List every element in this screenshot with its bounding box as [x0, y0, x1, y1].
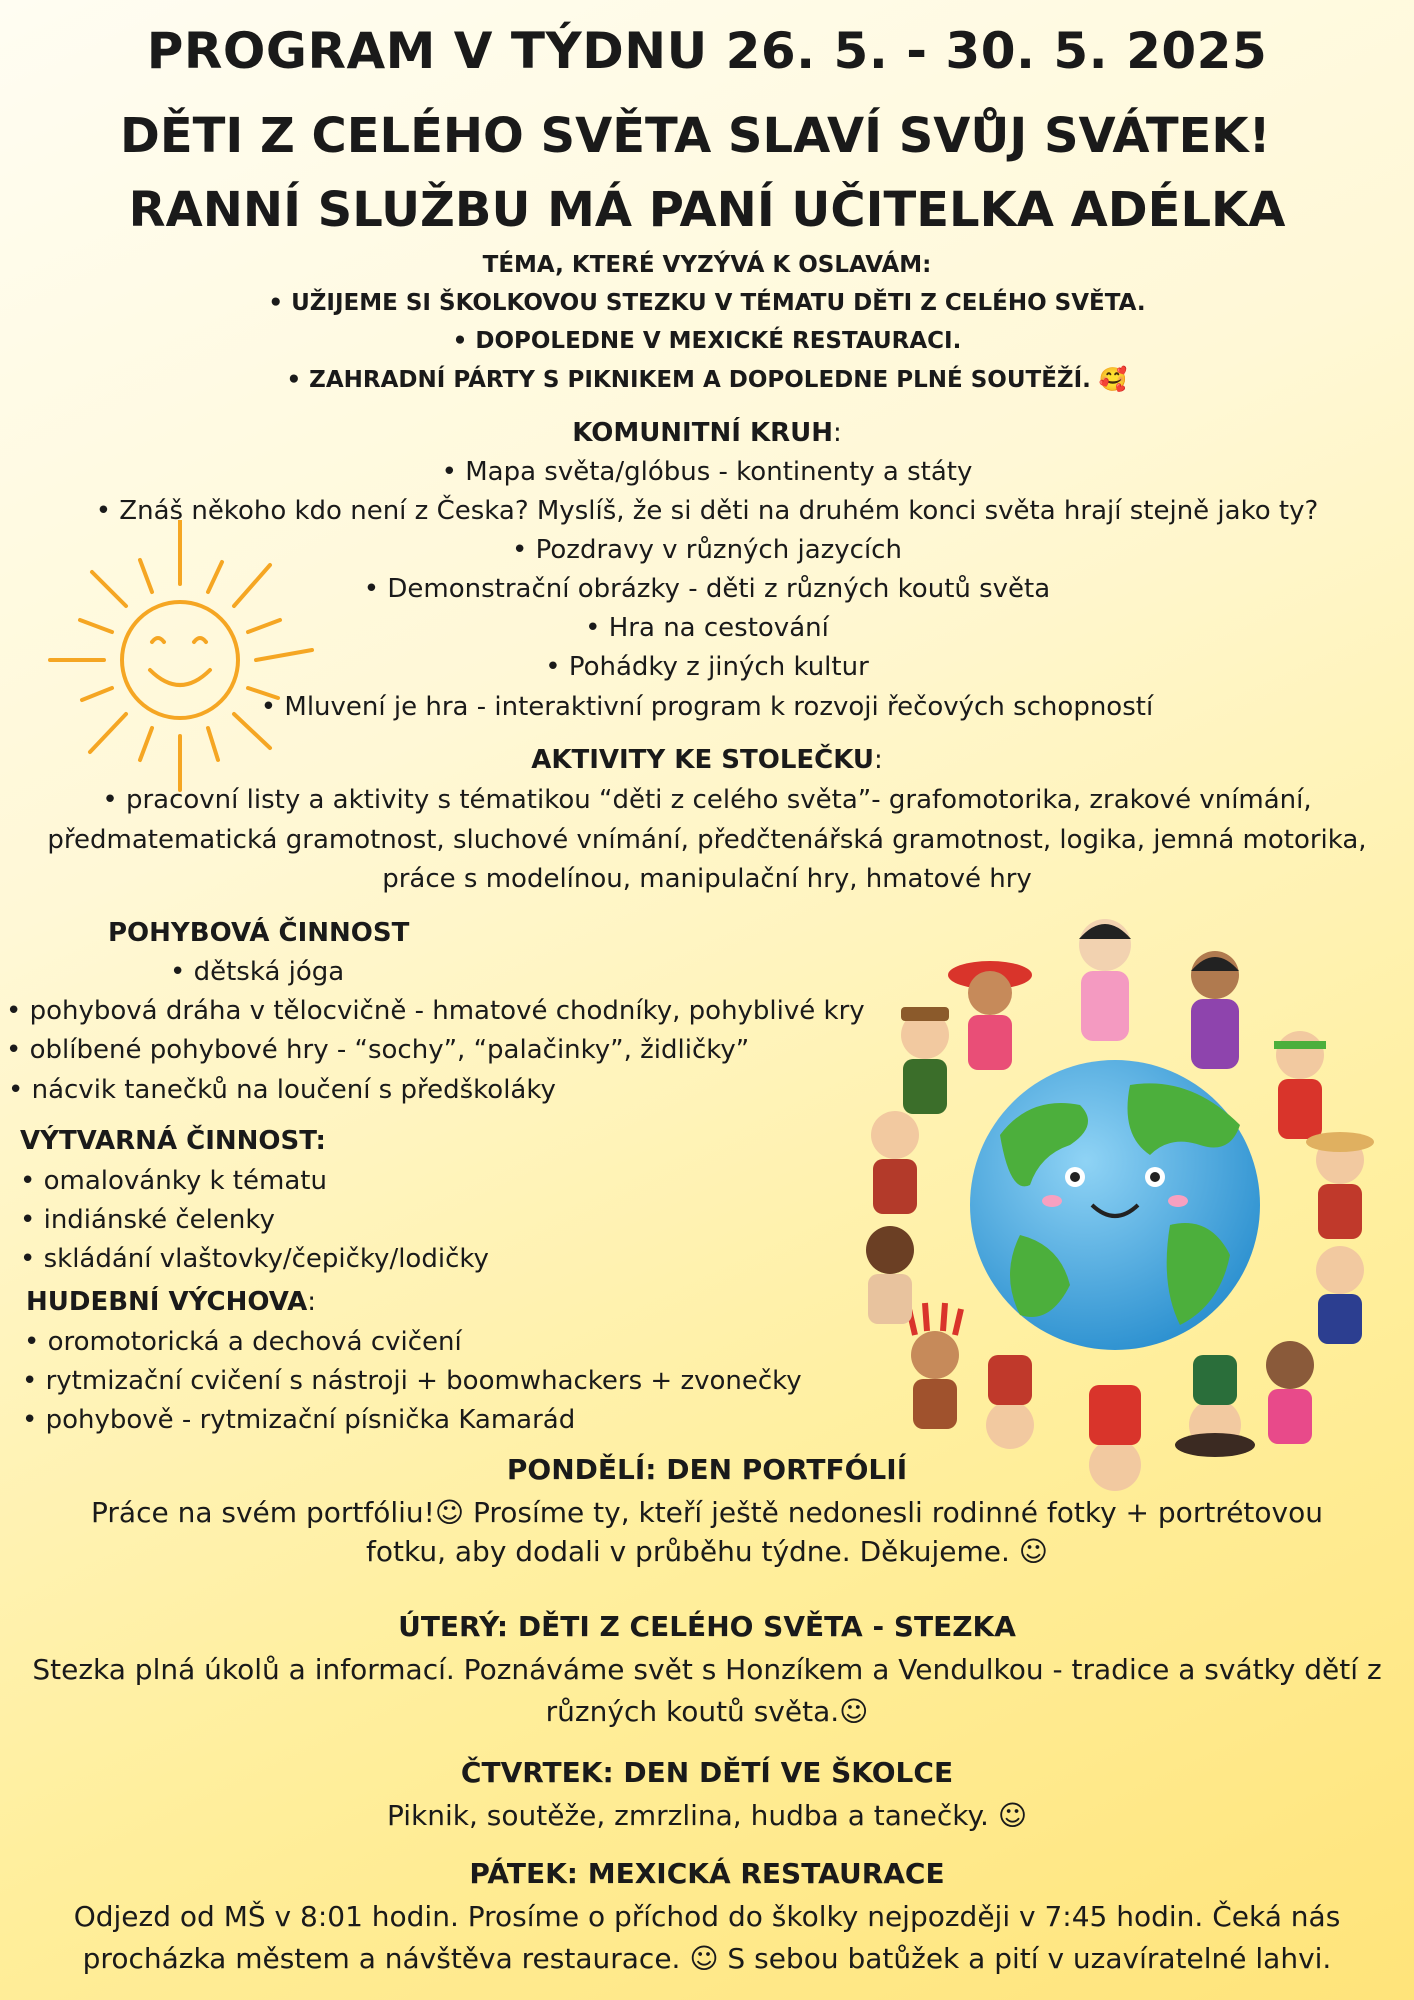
page-subtitle: DĚTI Z CELÉHO SVĚTA SLAVÍ SVŮJ SVÁTEK!	[120, 108, 1271, 164]
day-heading-tuesday: ÚTERÝ: DĚTI Z CELÉHO SVĚTA - STEZKA	[398, 1610, 1016, 1643]
vytvarna-item: • omalovánky k tématu	[20, 1166, 327, 1196]
stolecek-heading: AKTIVITY KE STOLEČKU:	[531, 745, 883, 775]
kruh-heading: KOMUNITNÍ KRUH:	[572, 418, 842, 448]
stolecek-line: • pracovní listy a aktivity s tématikou “děti z celého světa”- grafomotorika, zrakové vnímání,	[102, 785, 1312, 815]
kruh-item: • Mluvení je hra - interaktivní program k rozvoji řečových schopností	[260, 692, 1154, 722]
vytvarna-heading: VÝTVARNÁ ČINNOST:	[20, 1126, 326, 1156]
day-line: procházka městem a návštěva restaurace. ☺ S sebou batůžek a pití v uzavíratelné lahvi.	[82, 1942, 1332, 1975]
globe-children-illustration	[830, 905, 1400, 1505]
day-line: Stezka plná úkolů a informací. Poznáváme svět s Honzíkem a Vendulkou - tradice a svátky dětí z	[32, 1653, 1382, 1686]
kruh-item: • Pohádky z jiných kultur	[545, 652, 869, 682]
kruh-item: • Znáš někoho kdo není z Česka? Myslíš, že si děti na druhém konci světa hrají stejně jako ty?	[95, 496, 1319, 526]
pohyb-heading: POHYBOVÁ ČINNOST	[108, 918, 410, 948]
day-heading-thursday: ČTVRTEK: DEN DĚTÍ VE ŠKOLCE	[460, 1756, 954, 1789]
stolecek-line: předmatematická gramotnost, sluchové vnímání, předčtenářská gramotnost, logika, jemná motorika,	[47, 825, 1367, 855]
pohyb-item: • nácvik tanečků na loučení s předškoláky	[8, 1075, 556, 1105]
hudebni-item: • oromotorická a dechová cvičení	[24, 1327, 462, 1357]
stolecek-line: práce s modelínou, manipulační hry, hmatové hry	[382, 864, 1032, 894]
pohyb-item: • dětská jóga	[170, 957, 345, 987]
kruh-item: • Pozdravy v různých jazycích	[512, 535, 902, 565]
pohyb-item: • oblíbené pohybové hry - “sochy”, “palačinky”, židličky”	[6, 1035, 750, 1065]
pohyb-item: • pohybová dráha v tělocvičně - hmatové chodníky, pohyblivé kry	[6, 996, 865, 1026]
hudebni-item: • rytmizační cvičení s nástroji + boomwhackers + zvonečky	[22, 1366, 802, 1396]
vytvarna-item: • skládání vlaštovky/čepičky/lodičky	[20, 1244, 489, 1274]
theme-item: • ZAHRADNÍ PÁRTY S PIKNIKEM A DOPOLEDNE PLNÉ SOUTĚŽÍ. 🥰	[286, 367, 1128, 393]
page-title: PROGRAM V TÝDNU 26. 5. - 30. 5. 2025	[146, 22, 1268, 80]
day-line: různých koutů světa.☺	[545, 1695, 869, 1728]
kruh-item: • Demonstrační obrázky - děti z různých koutů světa	[363, 574, 1051, 604]
theme-heading: TÉMA, KTERÉ VYZÝVÁ K OSLAVÁM:	[482, 252, 932, 278]
kruh-item: • Hra na cestování	[585, 613, 829, 643]
day-heading-monday: PONDĚLÍ: DEN PORTFÓLIÍ	[506, 1453, 908, 1486]
day-heading-friday: PÁTEK: MEXICKÁ RESTAURACE	[469, 1857, 945, 1890]
theme-item: • DOPOLEDNE V MEXICKÉ RESTAURACI.	[452, 328, 962, 354]
day-line: Piknik, soutěže, zmrzlina, hudba a tanečky. ☺	[386, 1799, 1028, 1832]
day-line: Práce na svém portfóliu!☺ Prosíme ty, kteří ještě nedonesli rodinné fotky + portrétovou	[91, 1496, 1323, 1529]
morning-service: RANNÍ SLUŽBU MÁ PANÍ UČITELKA ADÉLKA	[128, 182, 1286, 238]
hudebni-heading: HUDEBNÍ VÝCHOVA:	[26, 1287, 317, 1317]
kruh-item: • Mapa světa/glóbus - kontinenty a státy	[441, 457, 973, 487]
theme-item: • UŽIJEME SI ŠKOLKOVOU STEZKU V TÉMATU DĚTI Z CELÉHO SVĚTA.	[268, 290, 1146, 316]
hudebni-item: • pohybově - rytmizační písnička Kamarád	[22, 1405, 576, 1435]
vytvarna-item: • indiánské čelenky	[20, 1205, 275, 1235]
day-line: fotku, aby dodali v průběhu týdne. Děkujeme. ☺	[366, 1535, 1048, 1568]
day-line: Odjezd od MŠ v 8:01 hodin. Prosíme o příchod do školky nejpozději v 7:45 hodin. Čeká nás	[73, 1900, 1341, 1933]
globe-icon	[970, 1060, 1260, 1350]
